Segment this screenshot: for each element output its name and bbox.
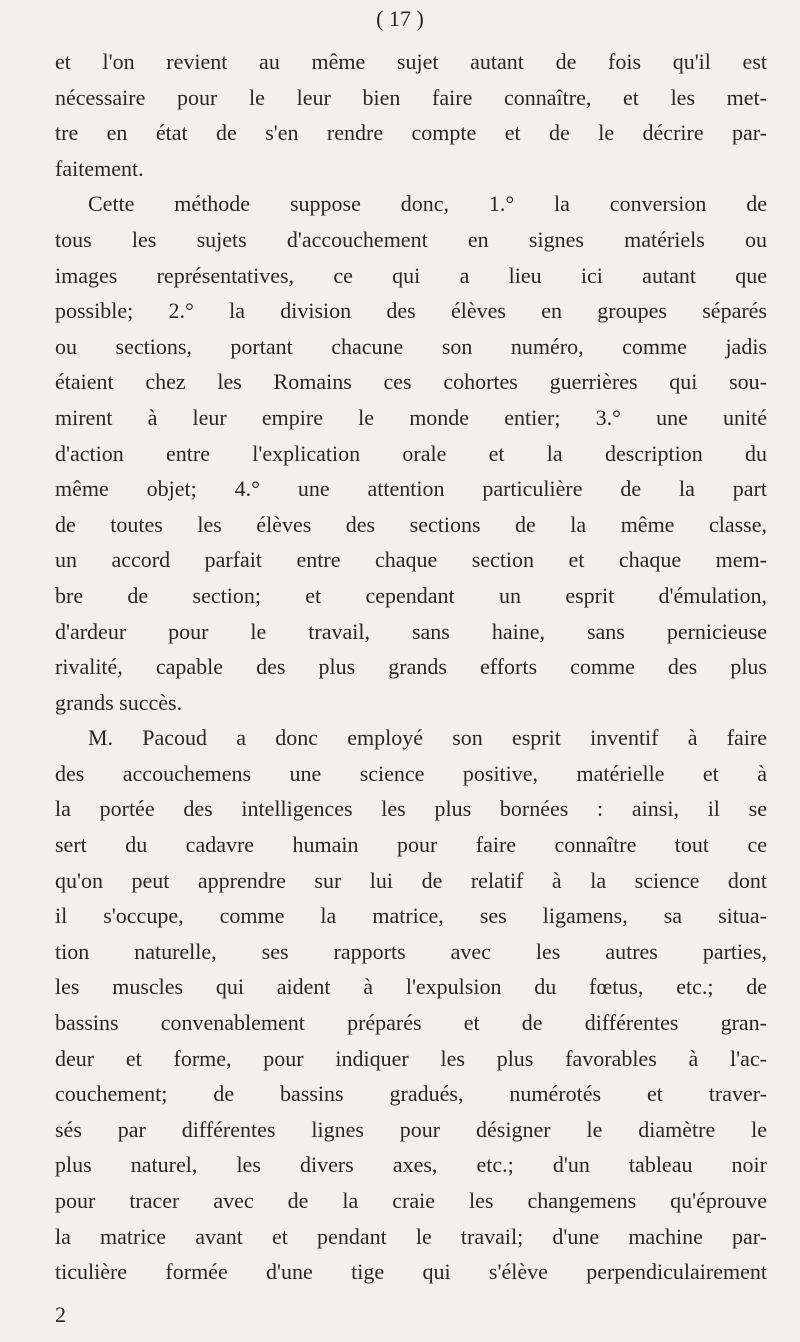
text-line: pour tracer avec de la craie les changemens qu'éprouve (55, 1188, 767, 1213)
text-line: il s'occupe, comme la matrice, ses ligamens, sa situa- (55, 903, 767, 929)
text-line: nécessaire pour le leur bien faire connaître, et les met- (55, 84, 767, 110)
text-line: la matrice avant et pendant le travail; d'une machine par- (55, 1223, 767, 1249)
text-line: mirent à leur empire le monde entier; 3.° une unité (55, 404, 767, 430)
text-line: bassins convenablement préparés et de différentes gran- (55, 1010, 767, 1036)
text-line: bre de section; et cependant un esprit d'émulation, (55, 582, 767, 608)
text-line: grands succès. (55, 689, 183, 715)
text-line: des accouchemens une science positive, matérielle et à (55, 760, 767, 786)
text-line: Cette méthode suppose donc, 1.° la conversion de (88, 191, 767, 217)
page-number: ( 17 ) (376, 6, 424, 31)
text-line: plus naturel, les divers axes, etc.; d'un tableau noir (55, 1152, 767, 1178)
text-line: tous les sujets d'accouchement en signes matériels ou (55, 226, 767, 252)
signature-mark: 2 (55, 1302, 66, 1327)
text-line: ticulière formée d'une tige qui s'élève perpendiculairement (55, 1259, 767, 1285)
text-line: tion naturelle, ses rapports avec les autres parties, (55, 938, 767, 964)
text-line: deur et forme, pour indiquer les plus favorables à l'ac- (55, 1045, 767, 1071)
text-line: d'ardeur pour le travail, sans haine, sans pernicieuse (55, 618, 767, 644)
text-line: M. Pacoud a donc employé son esprit inventif à faire (88, 725, 767, 751)
text-line: sert du cadavre humain pour faire connaître tout ce (55, 832, 767, 858)
text-line: étaient chez les Romains ces cohortes guerrières qui sou- (55, 369, 767, 395)
text-line: d'action entre l'explication orale et la description du (55, 440, 767, 466)
text-line: tre en état de s'en rendre compte et de le décrire par- (55, 120, 767, 146)
text-line: un accord parfait entre chaque section et chaque mem- (55, 547, 767, 573)
text-line: ou sections, portant chacune son numéro, comme jadis (55, 333, 767, 359)
text-line: images représentatives, ce qui a lieu ici autant que (55, 262, 767, 288)
body-text (55, 44, 767, 1290)
text-line: qu'on peut apprendre sur lui de relatif à la science dont (55, 867, 767, 893)
text-line: rivalité, capable des plus grands efforts comme des plus (55, 654, 767, 680)
text-line: possible; 2.° la division des élèves en groupes séparés (55, 298, 767, 324)
text-line: sés par différentes lignes pour désigner le diamètre le (55, 1116, 767, 1142)
text-line: couchement; de bassins gradués, numérotés et traver- (55, 1081, 767, 1107)
text-line: même objet; 4.° une attention particulière de la part (55, 476, 767, 502)
text-line: la portée des intelligences les plus bornées : ainsi, il se (55, 796, 767, 822)
text-line: faitement. (55, 155, 144, 181)
text-line: et l'on revient au même sujet autant de fois qu'il est (55, 49, 767, 74)
text-line: de toutes les élèves des sections de la même classe, (55, 511, 767, 537)
text-line: les muscles qui aident à l'expulsion du fœtus, etc.; de (55, 974, 767, 1000)
